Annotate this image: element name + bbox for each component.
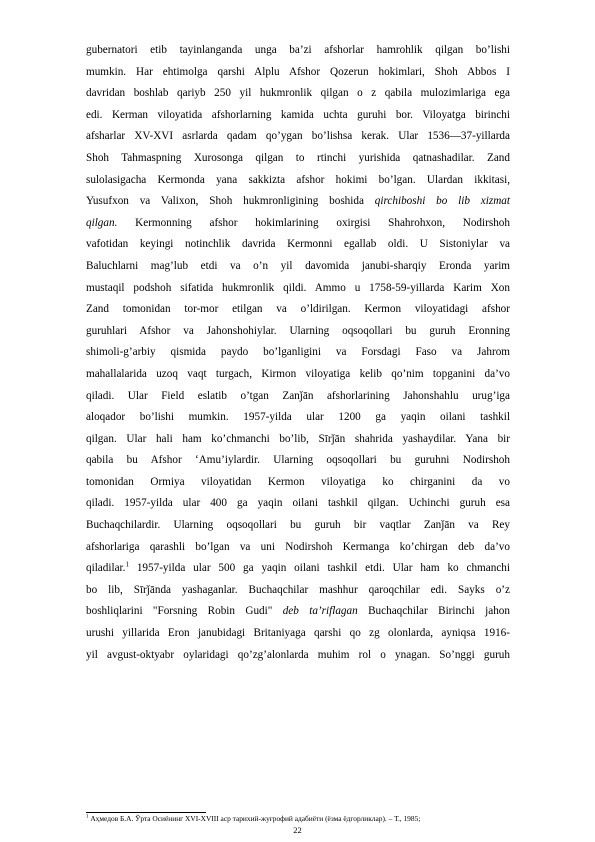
footnote-mark: 1 — [86, 814, 89, 820]
text-segment: Yusufxon va Valixon, Shoh hukmronligining boshida — [86, 195, 364, 208]
text-line-composite — [86, 601, 510, 623]
text-line: davridan boshlab qariyb 250 yil hukmronlik qilgan o z qabila mulozimlariga ega — [86, 87, 510, 100]
text-line-composite — [86, 191, 510, 213]
text-line: Shoh Tahmaspning Xurosonga qilgan to rtinchi yurishida qatnashadilar. Zand — [86, 151, 510, 164]
text-line: edi. Kerman viloyatida afshorlarning kamida uchta guruhi bor. Viloyatga birinchi — [86, 108, 510, 121]
text-line: mumkin. Har ehtimolga qarshi Alplu Afshor Qozerun hokimlari, Shoh Abbos I — [86, 65, 510, 78]
text-line: afsharlar XV-XVI asrlarda qadam qo’ygan bo’lishsa kerak. Ular 1536—37-yillarda — [86, 130, 510, 143]
text-line: shimoli-g’arbiy qismida paydo bo’lganligini va Forsdagi Faso va Jahrom — [86, 346, 510, 359]
text-line: Zand tomonidan tor-mor etilgan va o’ldirilgan. Kermon viloyatidagi afshor — [86, 303, 510, 316]
footnote-text: Аҳмедов Б.А. Ўрта Осиёнинг XVI-XVIII аср тарихий-жуғрофий адабиёти (ёзма ёдгорликлар). – Т., 1985; — [88, 814, 421, 823]
text-line-composite — [86, 213, 510, 235]
text-segment: Buchaqchilar Birinchi jahon — [357, 605, 510, 618]
text-line: yil avgust-oktyabr oylaridagi qo’zg’alonlarda muhim rol o ynagan. So’nggi guruh — [86, 648, 510, 661]
italic-phrase: deb ta’riflagan — [282, 605, 358, 618]
text-segment: Kermonning afshor hokimlarining oxirgisi Shahrohxon, Nodirshoh — [117, 216, 510, 229]
text-line: aloqador bo’lishi mumkin. 1957-yilda ular 1200 ga yaqin oilani tashkil — [86, 411, 510, 424]
text-line: vafotidan keyingi notinchlik davrida Kermonni egallab oldi. U Sistoniylar va — [86, 238, 510, 251]
text-line: tomonidan Ormiya viloyatidan Kermon viloyatiga ko chirganini da vo — [86, 475, 510, 488]
text-line: Baluchlarni mag’lub etdi va o’n yil davomida janubi-sharqiy Eronda yarim — [86, 259, 510, 272]
text-line: qiladi. Ular Field eslatib o’tgan Zanǰān afshorlarining Jahonshahlu urug’iga — [86, 389, 510, 402]
text-line: qilgan. Ular hali ham ko’chmanchi bo’lib, Sīrǰān shahrida yashaydilar. Yana bir — [86, 432, 510, 445]
text-segment: 1957-yilda ular 500 ga yaqin oilani tashkil etdi. Ular ham ko chmanchi — [128, 562, 510, 575]
text-line-composite — [86, 558, 510, 580]
text-line: guruhlari Afshor va Jahonshohiylar. Ularning oqsoqollari bu guruh Eronning — [86, 324, 510, 337]
italic-phrase: qirchiboshi bo lib xizmat — [374, 195, 510, 208]
text-segment: boshliqlarini "Forsning Robin Gudi" — [86, 605, 283, 618]
text-line: urushi yillarida Eron janubidagi Britaniyaga qarshi qo zg olonlarda, ayniqsa 1916- — [86, 627, 510, 640]
text-line: Buchaqchilardir. Ularning oqsoqollari bu guruh bir vaqtlar Zanǰān va Rey — [86, 519, 510, 532]
footnote-reference[interactable]: 1 — [125, 560, 129, 569]
text-segment: qiladilar. — [86, 562, 126, 575]
text-line: sulolasigacha Kermonda yana sakkizta afshor hokimi bo’lgan. Ulardan ikkitasi, — [86, 173, 510, 186]
italic-phrase: qilgan. — [86, 216, 118, 229]
text-line: qabila bu Afshor ‘Amu’iylardir. Ularning oqsoqollari bu guruhni Nodirshoh — [86, 454, 510, 467]
text-line: gubernatori etib tayinlanganda unga ba’zi afshorlar hamrohlik qilgan bo’lishi — [86, 44, 510, 56]
footnote-divider — [86, 812, 206, 813]
main-text — [86, 40, 510, 666]
footnote — [86, 814, 516, 823]
page-number: 22 — [293, 825, 302, 835]
text-line: qiladi. 1957-yilda ular 400 ga yaqin oilani tashkil qilgan. Uchinchi guruh esa — [86, 497, 510, 510]
text-line: mustaqil podshoh sifatida hukmronlik qildi. Ammo u 1758-59-yillarda Karim Xon — [86, 281, 510, 294]
text-line: bo lib, Sīrǰānda yashaganlar. Buchaqchilar mashhur qaroqchilar edi. Sayks o’z — [86, 583, 510, 596]
text-line: mahallalarida uzoq vaqt turgach, Kirmon viloyatiga kelib qo’nim topganini da’vo — [86, 367, 510, 380]
text-line: afshorlariga qarashli bo’lgan va uni Nodirshoh Kermanga ko’chirgan deb da’vo — [86, 540, 510, 553]
